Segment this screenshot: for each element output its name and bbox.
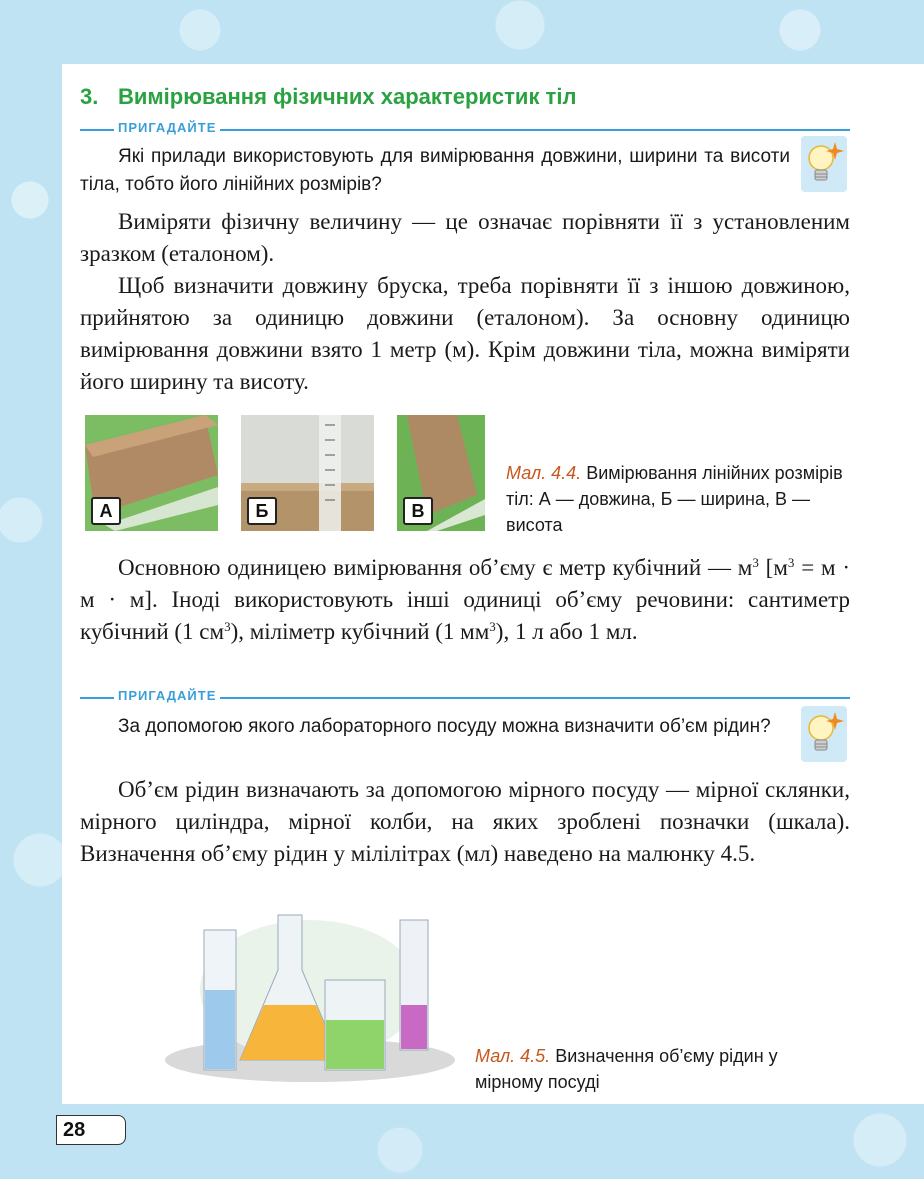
- figure-4-4-ref: Мал. 4.4.: [506, 463, 582, 483]
- figure-4-5-ref: Мал. 4.5.: [475, 1046, 551, 1066]
- photo-width-measurement: [241, 415, 374, 531]
- lightbulb-icon: [801, 706, 847, 762]
- paragraph-liquid-volume: Об’єм рідин визначають за допомогою мірного посуду — мірної склянки, мірного циліндра, мірної колби, на яких зроблені позначки (шкала). Визначення об’єму рідин у мілілітрах (мл) наведено на малюнку 4.5.: [80, 777, 850, 866]
- figure-4-4-caption: [506, 460, 846, 538]
- figure-4-4-text: Вимірювання лінійних розмірів тіл: А — довжина, Б — ширина, В — висота: [506, 463, 843, 535]
- remember-label-1: ПРИГАДАЙТЕ: [114, 120, 220, 135]
- remember-question-1: Які прилади використовують для вимірювання довжини, ширини та висоти тіла, тобто його лінійних розмірів?: [80, 146, 790, 195]
- remember-label-2: ПРИГАДАЙТЕ: [114, 688, 220, 703]
- photo-label-v: В: [403, 497, 433, 525]
- paragraph-length-unit: Щоб визначити довжину бруска, треба порівняти її з іншою довжиною, прийнятою за одиницю довжини (еталоном). За основну одиницю вимірювання довжини взято 1 метр (м). Крім довжини тіла, можна виміряти його ширину та висоту.: [80, 273, 850, 394]
- remember-question-2: За допомогою якого лабораторного посуду можна визначити об’єм рідин?: [118, 716, 771, 737]
- photo-label-b: Б: [247, 497, 277, 525]
- page-number: 28: [56, 1115, 126, 1145]
- figure-4-5-caption: [475, 1043, 835, 1095]
- lab-glassware-illustration: [160, 910, 460, 1090]
- figure-4-5-text: Визначення об’єму рідин у мірному посуді: [475, 1046, 778, 1092]
- paragraph-measurement-definition: Виміряти фізичну величину — це означає порівняти її з установленим зразком (еталоном).: [80, 209, 850, 266]
- lightbulb-icon: [801, 136, 847, 192]
- paragraph-volume-units: Основною одиницею вимірювання об’єму є метр кубічний — $м^3$ $[м^3 = м \cdot м \cdot м]$. Іноді використовують інші одиниці об’єму речовини: сантиметр кубічний (1 $см^3$), міліметр кубічний (1 $мм^3$), 1 л або 1 мл.: [80, 555, 850, 644]
- section-title: Вимірювання фізичних характеристик тіл: [118, 84, 577, 109]
- section-number: 3.: [80, 84, 99, 109]
- photo-label-a: А: [91, 497, 121, 525]
- section-heading: [80, 84, 840, 110]
- photo-height-measurement: [397, 415, 485, 531]
- photo-length-measurement: [85, 415, 218, 531]
